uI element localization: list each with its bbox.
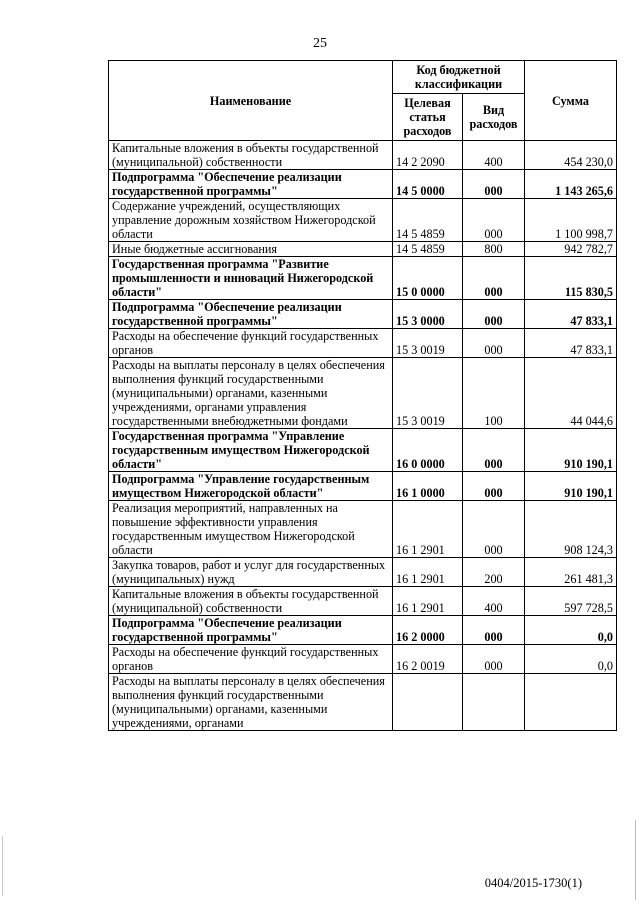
row-name: Подпрограмма "Обеспечение реализации государственной программы" bbox=[109, 300, 393, 329]
row-expense-kind: 800 bbox=[463, 242, 525, 257]
row-sum: 0,0 bbox=[525, 645, 617, 674]
row-target-article: 16 1 0000 bbox=[393, 472, 463, 501]
row-target-article: 16 1 2901 bbox=[393, 501, 463, 558]
row-name: Государственная программа "Развитие промышленности и инноваций Нижегородской области" bbox=[109, 257, 393, 300]
row-sum: 115 830,5 bbox=[525, 257, 617, 300]
header-expense-kind: Вид расходов bbox=[463, 94, 525, 141]
row-name: Расходы на выплаты персоналу в целях обеспечения выполнения функций государственными (муниципальными) органами, казенными учреждениями, органами bbox=[109, 674, 393, 731]
row-target-article: 15 3 0019 bbox=[393, 329, 463, 358]
row-expense-kind: 200 bbox=[463, 558, 525, 587]
row-target-article: 16 1 2901 bbox=[393, 558, 463, 587]
header-target-article: Целевая статья расходов bbox=[393, 94, 463, 141]
row-expense-kind: 000 bbox=[463, 501, 525, 558]
scan-edge bbox=[635, 820, 636, 900]
row-target-article: 14 5 4859 bbox=[393, 242, 463, 257]
row-target-article bbox=[393, 674, 463, 731]
row-name: Содержание учреждений, осуществляющих управление дорожным хозяйством Нижегородской области bbox=[109, 199, 393, 242]
header-name: Наименование bbox=[109, 61, 393, 141]
row-target-article: 15 0 0000 bbox=[393, 257, 463, 300]
row-target-article: 14 5 4859 bbox=[393, 199, 463, 242]
table-row bbox=[109, 429, 617, 472]
row-sum: 942 782,7 bbox=[525, 242, 617, 257]
row-expense-kind bbox=[463, 674, 525, 731]
document-code: 0404/2015-1730(1) bbox=[484, 876, 582, 890]
row-expense-kind: 000 bbox=[463, 616, 525, 645]
row-expense-kind: 000 bbox=[463, 300, 525, 329]
row-expense-kind: 000 bbox=[463, 257, 525, 300]
row-expense-kind: 000 bbox=[463, 645, 525, 674]
row-target-article: 16 1 2901 bbox=[393, 587, 463, 616]
table-row bbox=[109, 329, 617, 358]
scan-edge bbox=[2, 836, 3, 896]
table-row bbox=[109, 300, 617, 329]
table-row bbox=[109, 242, 617, 257]
row-name: Капитальные вложения в объекты государственной (муниципальной) собственности bbox=[109, 587, 393, 616]
row-name: Закупка товаров, работ и услуг для государственных (муниципальных) нужд bbox=[109, 558, 393, 587]
table-row bbox=[109, 257, 617, 300]
table-row bbox=[109, 141, 617, 170]
row-expense-kind: 100 bbox=[463, 358, 525, 429]
row-target-article: 15 3 0019 bbox=[393, 358, 463, 429]
row-expense-kind: 400 bbox=[463, 141, 525, 170]
row-sum bbox=[525, 674, 617, 731]
row-sum: 454 230,0 bbox=[525, 141, 617, 170]
row-expense-kind: 400 bbox=[463, 587, 525, 616]
row-sum: 1 100 998,7 bbox=[525, 199, 617, 242]
row-name: Реализация мероприятий, направленных на повышение эффективности управления государственным имуществом Нижегородской области bbox=[109, 501, 393, 558]
row-name: Расходы на обеспечение функций государственных органов bbox=[109, 645, 393, 674]
row-target-article: 16 2 0000 bbox=[393, 616, 463, 645]
row-target-article: 15 3 0000 bbox=[393, 300, 463, 329]
row-target-article: 16 2 0019 bbox=[393, 645, 463, 674]
row-sum: 908 124,3 bbox=[525, 501, 617, 558]
table-row bbox=[109, 558, 617, 587]
row-expense-kind: 000 bbox=[463, 170, 525, 199]
row-expense-kind: 000 bbox=[463, 472, 525, 501]
row-sum: 910 190,1 bbox=[525, 429, 617, 472]
row-name: Иные бюджетные ассигнования bbox=[109, 242, 393, 257]
row-name: Подпрограмма "Управление государственным имуществом Нижегородской области" bbox=[109, 472, 393, 501]
row-name: Расходы на выплаты персоналу в целях обеспечения выполнения функций государственными (муниципальными) органами, казенными учреждениями, органами управления государственными внебюджетными фондами bbox=[109, 358, 393, 429]
row-sum: 1 143 265,6 bbox=[525, 170, 617, 199]
row-name: Подпрограмма "Обеспечение реализации государственной программы" bbox=[109, 170, 393, 199]
page-number: 25 bbox=[313, 36, 327, 51]
row-sum: 0,0 bbox=[525, 616, 617, 645]
row-sum: 47 833,1 bbox=[525, 329, 617, 358]
table-row bbox=[109, 472, 617, 501]
row-sum: 597 728,5 bbox=[525, 587, 617, 616]
row-target-article: 14 5 0000 bbox=[393, 170, 463, 199]
table-row bbox=[109, 645, 617, 674]
table-row bbox=[109, 616, 617, 645]
row-target-article: 16 0 0000 bbox=[393, 429, 463, 472]
header-budget-code: Код бюджетной классификации bbox=[393, 61, 525, 94]
row-sum: 47 833,1 bbox=[525, 300, 617, 329]
row-name: Подпрограмма "Обеспечение реализации государственной программы" bbox=[109, 616, 393, 645]
row-expense-kind: 000 bbox=[463, 329, 525, 358]
row-target-article: 14 2 2090 bbox=[393, 141, 463, 170]
row-name: Капитальные вложения в объекты государственной (муниципальной) собственности bbox=[109, 141, 393, 170]
table-row bbox=[109, 587, 617, 616]
row-name: Расходы на обеспечение функций государственных органов bbox=[109, 329, 393, 358]
table-row bbox=[109, 501, 617, 558]
row-name: Государственная программа "Управление государственным имуществом Нижегородской области" bbox=[109, 429, 393, 472]
table-row bbox=[109, 358, 617, 429]
row-sum: 261 481,3 bbox=[525, 558, 617, 587]
row-expense-kind: 000 bbox=[463, 199, 525, 242]
table-row bbox=[109, 199, 617, 242]
table-row bbox=[109, 674, 617, 731]
row-expense-kind: 000 bbox=[463, 429, 525, 472]
header-sum: Сумма bbox=[525, 61, 617, 141]
budget-table bbox=[108, 60, 617, 731]
row-sum: 910 190,1 bbox=[525, 472, 617, 501]
table-row bbox=[109, 170, 617, 199]
row-sum: 44 044,6 bbox=[525, 358, 617, 429]
